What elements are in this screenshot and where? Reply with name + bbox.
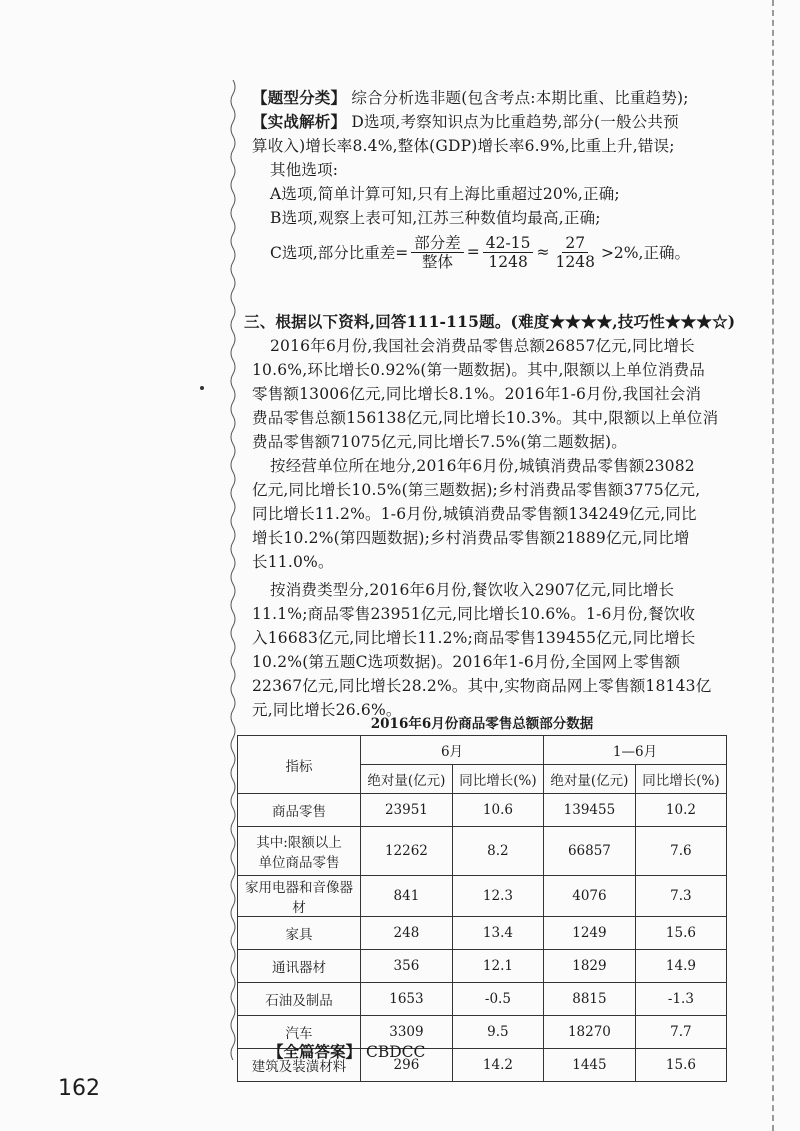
p2-line-4: 增长10.2%(第四题数据);乡村消费品零售额21889亿元,同比增	[252, 529, 690, 547]
row-abs-june: 296	[361, 1049, 453, 1082]
row-abs-june: 3309	[361, 1016, 453, 1049]
answer-line	[268, 1040, 425, 1062]
table-row	[238, 827, 727, 876]
fraction-2	[483, 234, 534, 271]
fraction-1-numerator: 部分差	[411, 234, 464, 253]
row-yoy-ytd: 7.3	[635, 876, 726, 917]
p2-line-2: 亿元,同比增长10.5%(第三题数据);乡村消费品零售额3775亿元,	[252, 481, 701, 499]
row-abs-ytd: 1445	[543, 1049, 635, 1082]
row-abs-ytd: 66857	[543, 827, 635, 876]
p1-line-2: 10.6%,环比增长0.92%(第一题数据)。其中,限额以上单位消费品	[252, 361, 705, 379]
analysis-label: 【实战解析】	[252, 112, 347, 131]
row-yoy-ytd: 15.6	[635, 917, 726, 950]
row-name: 家用电器和音像器材	[238, 876, 361, 917]
type-line	[252, 86, 727, 110]
p2-line-3: 同比增长11.2%。1-6月份,城镇消费品零售额134249亿元,同比	[252, 505, 697, 523]
header-jan-june: 1—6月	[543, 736, 726, 765]
table-row	[238, 983, 727, 1016]
row-name-part-2: 单位商品零售	[258, 855, 340, 871]
row-abs-ytd: 1249	[543, 917, 635, 950]
row-abs-ytd: 18270	[543, 1016, 635, 1049]
row-name: 汽车	[238, 1016, 361, 1049]
fraction-2-denominator: 1248	[488, 252, 528, 271]
header-abs-june: 绝对量(亿元)	[361, 765, 453, 794]
table-row	[238, 917, 727, 950]
table-row	[238, 950, 727, 983]
row-abs-june: 12262	[361, 827, 453, 876]
row-yoy-june: -0.5	[452, 983, 543, 1016]
row-abs-june: 841	[361, 876, 453, 917]
row-yoy-june: 8.2	[452, 827, 543, 876]
equals-sign: =	[466, 243, 480, 261]
p2-line-1: 按经营单位所在地分,2016年6月份,城镇消费品零售额23082	[270, 457, 695, 475]
header-yoy-june: 同比增长(%)	[452, 765, 543, 794]
p1-line-1: 2016年6月份,我国社会消费品零售总额26857亿元,同比增长	[270, 337, 695, 355]
row-name: 建筑及装潢材料	[238, 1049, 361, 1082]
data-table	[237, 735, 727, 1082]
p3-line-3: 入16683亿元,同比增长11.2%;商品零售139455亿元,同比增长	[252, 629, 696, 647]
row-abs-ytd: 139455	[543, 794, 635, 827]
row-abs-june: 1653	[361, 983, 453, 1016]
row-yoy-june: 14.2	[452, 1049, 543, 1082]
formula-prefix: C选项,部分比重差=	[270, 244, 409, 262]
row-yoy-june: 12.1	[452, 950, 543, 983]
analysis-line	[252, 110, 727, 134]
table-row	[238, 876, 727, 917]
answer-label: 【全篇答案】	[268, 1042, 362, 1061]
row-yoy-ytd: 7.7	[635, 1016, 726, 1049]
page-number: 162	[58, 1076, 100, 1101]
paragraph-3	[252, 578, 727, 722]
p1-line-3: 零售额13006亿元,同比增长8.1%。2016年1-6月份,我国社会消	[252, 385, 702, 403]
row-yoy-june: 9.5	[452, 1016, 543, 1049]
fraction-1	[411, 234, 464, 271]
row-yoy-ytd: 10.2	[635, 794, 726, 827]
p3-line-6: 元,同比增长26.6%。	[252, 701, 402, 719]
type-label: 【题型分类】	[252, 88, 347, 107]
scan-dot	[200, 386, 204, 390]
row-yoy-ytd: 15.6	[635, 1049, 726, 1082]
row-abs-june: 23951	[361, 794, 453, 827]
paragraph-2	[252, 454, 727, 574]
section-title: 三、根据以下资料,回答111-115题。(难度★★★★,技巧性★★★☆)	[244, 312, 736, 331]
row-name: 通讯器材	[238, 950, 361, 983]
fraction-3-denominator: 1248	[555, 252, 595, 271]
p3-line-4: 10.2%(第五题C选项数据)。2016年1-6月份,全国网上零售额	[252, 653, 681, 671]
row-yoy-june: 12.3	[452, 876, 543, 917]
row-yoy-ytd: -1.3	[635, 983, 726, 1016]
p3-line-5: 22367亿元,同比增长28.2%。其中,实物商品网上零售额18143亿	[252, 677, 712, 695]
approx-sign: ≈	[536, 243, 550, 261]
p2-line-5: 长11.0%。	[252, 553, 334, 571]
header-indicator: 指标	[238, 736, 361, 794]
row-name: 石油及制品	[238, 983, 361, 1016]
row-name: 商品零售	[238, 794, 361, 827]
p3-line-1: 按消费类型分,2016年6月份,餐饮收入2907亿元,同比增长	[270, 581, 675, 599]
row-abs-ytd: 4076	[543, 876, 635, 917]
answer-value: CBDCC	[365, 1043, 426, 1061]
row-abs-ytd: 1829	[543, 950, 635, 983]
table-row	[238, 794, 727, 827]
analysis-line-2: 算收入)增长率8.4%,整体(GDP)增长率6.9%,比重上升,错误;	[252, 137, 675, 155]
analysis-text: D选项,考察知识点为比重趋势,部分(一般公共预	[351, 113, 679, 131]
row-name: 家具	[238, 917, 361, 950]
fraction-3-numerator: 27	[562, 234, 588, 253]
p1-line-4: 费品零售总额156138亿元,同比增长10.3%。其中,限额以上单位消	[252, 409, 719, 427]
fraction-2-numerator: 42-15	[483, 234, 534, 253]
row-yoy-june: 10.6	[452, 794, 543, 827]
header-june: 6月	[361, 736, 544, 765]
header-yoy-ytd: 同比增长(%)	[635, 765, 726, 794]
option-c-formula	[252, 230, 727, 274]
row-abs-june: 356	[361, 950, 453, 983]
page-content	[244, 86, 736, 722]
row-yoy-june: 13.4	[452, 917, 543, 950]
fraction-1-denominator: 整体	[422, 252, 454, 271]
row-name	[238, 827, 361, 876]
binding-dash-line	[772, 0, 778, 1131]
row-name-part-1: 其中:限额以上	[256, 835, 342, 851]
formula-suffix: >2%,正确。	[600, 244, 690, 262]
option-b-line: B选项,观察上表可知,江苏三种数值均最高,正确;	[270, 209, 601, 227]
header-abs-ytd: 绝对量(亿元)	[543, 765, 635, 794]
p3-line-2: 11.1%;商品零售23951亿元,同比增长10.6%。1-6月份,餐饮收	[252, 605, 696, 623]
row-yoy-ytd: 14.9	[635, 950, 726, 983]
table-title: 2016年6月份商品零售总额部分数据	[370, 716, 594, 732]
p1-line-5: 费品零售额71075亿元,同比增长7.5%(第二题数据)。	[252, 433, 628, 451]
paragraph-1	[252, 334, 727, 454]
fraction-3	[552, 234, 597, 271]
other-options-line: 其他选项:	[270, 161, 339, 179]
option-a-line: A选项,简单计算可知,只有上海比重超过20%,正确;	[270, 185, 620, 203]
type-text: 综合分析选非题(包含考点:本期比重、比重趋势);	[351, 89, 689, 107]
row-abs-june: 248	[361, 917, 453, 950]
row-yoy-ytd: 7.6	[635, 827, 726, 876]
row-abs-ytd: 8815	[543, 983, 635, 1016]
